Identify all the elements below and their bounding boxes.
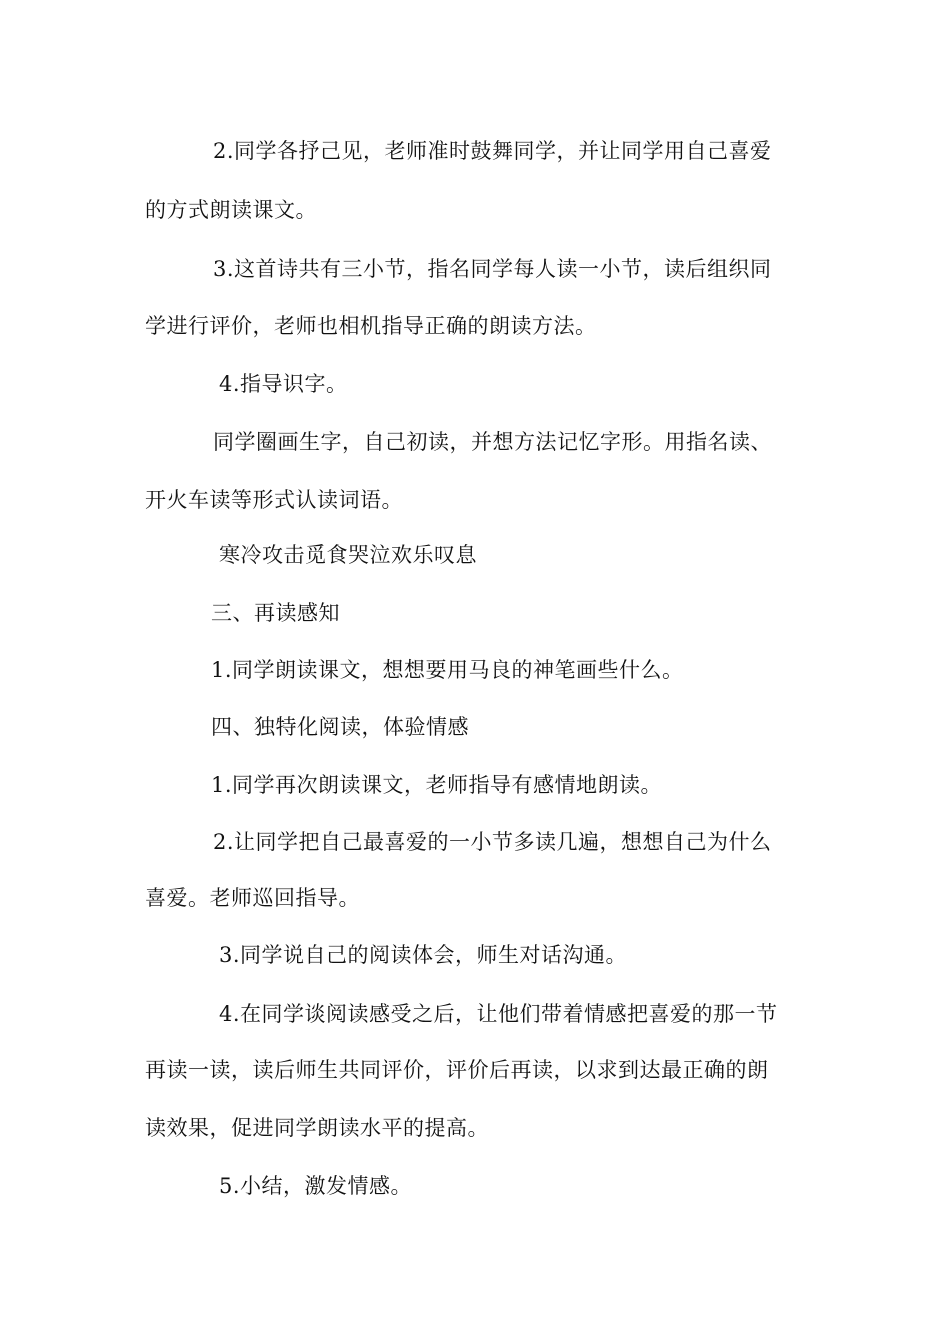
text-line: 2.同学各抒己见，老师准时鼓舞同学，并让同学用自己喜爱 — [213, 139, 772, 163]
text-line: 1.同学再次朗读课文，老师指导有感情地朗读。 — [211, 773, 663, 797]
text-line: 1.同学朗读课文，想想要用马良的神笔画些什么。 — [211, 658, 684, 682]
text-line: 3.这首诗共有三小节，指名同学每人读一小节，读后组织同 — [213, 257, 772, 281]
text-line: 学进行评价，老师也相机指导正确的朗读方法。 — [145, 314, 597, 338]
text-line: 喜爱。老师巡回指导。 — [145, 886, 360, 910]
text-line: 开火车读等形式认读词语。 — [145, 488, 403, 512]
text-line: 读效果，促进同学朗读水平的提高。 — [145, 1116, 489, 1140]
section-heading: 三、再读感知 — [211, 601, 340, 625]
section-heading: 四、独特化阅读，体验情感 — [211, 715, 469, 739]
text-line: 再读一读，读后师生共同评价，评价后再读，以求到达最正确的朗 — [145, 1058, 769, 1082]
text-line: 的方式朗读课文。 — [145, 198, 317, 222]
text-line: 同学圈画生字，自己初读，并想方法记忆字形。用指名读、 — [213, 430, 772, 454]
text-line: 寒冷攻击觅食哭泣欢乐叹息 — [219, 543, 477, 567]
text-line: 2.让同学把自己最喜爱的一小节多读几遍，想想自己为什么 — [213, 830, 772, 854]
text-line: 4.在同学谈阅读感受之后，让他们带着情感把喜爱的那一节 — [219, 1002, 778, 1026]
text-line: 4.指导识字。 — [219, 372, 348, 396]
text-line: 3.同学说自己的阅读体会，师生对话沟通。 — [219, 943, 628, 967]
text-line: 5.小结，激发情感。 — [219, 1174, 413, 1198]
